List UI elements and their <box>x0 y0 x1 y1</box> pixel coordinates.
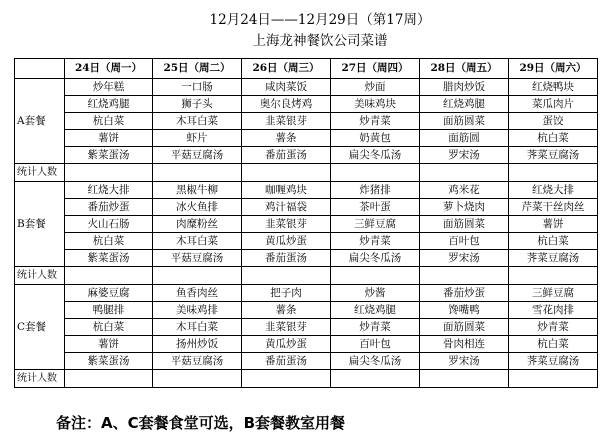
dish-cell-tue: 扬州炒饭 <box>153 336 242 353</box>
dish-cell-tue: 肉糜粉丝 <box>153 216 242 233</box>
dish-cell-mon: 薯饼 <box>65 336 153 353</box>
set-label-b: B套餐 <box>15 182 65 267</box>
dish-cell-sat: 蛋饺 <box>509 113 598 130</box>
dish-cell-tue: 平菇豆腐汤 <box>153 147 242 164</box>
header-row <box>15 59 598 79</box>
menu-row <box>15 199 598 216</box>
dish-cell-sat: 薯饼 <box>509 216 598 233</box>
dish-cell-tue: 木耳白菜 <box>153 233 242 250</box>
menu-body <box>15 79 598 388</box>
dish-cell-tue: 木耳白菜 <box>153 113 242 130</box>
menu-row <box>15 216 598 233</box>
header-day-thu: 27日（周四） <box>331 59 420 79</box>
dish-cell-mon: 杭白菜 <box>65 319 153 336</box>
dish-cell-thu: 炒酱 <box>331 285 420 302</box>
dish-cell-mon: 麻婆豆腐 <box>65 285 153 302</box>
dish-cell-wed: 韭菜银芽 <box>242 319 331 336</box>
header-day-tue: 25日（周二） <box>153 59 242 79</box>
dish-cell-fri: 鸡米花 <box>420 182 509 199</box>
header-day-fri: 28日（周五） <box>420 59 509 79</box>
stat-count-cell[interactable] <box>420 370 509 388</box>
stat-count-cell[interactable] <box>420 267 509 285</box>
menu-week-title: 12月24日——12月29日（第17周） <box>209 12 431 28</box>
dish-cell-fri: 骨肉相连 <box>420 336 509 353</box>
dish-cell-thu: 炒青菜 <box>331 113 420 130</box>
menu-row <box>15 96 598 113</box>
dish-cell-fri: 红烧鸡腿 <box>420 96 509 113</box>
dish-cell-thu: 扁尖冬瓜汤 <box>331 353 420 370</box>
dish-cell-tue: 美味鸡排 <box>153 302 242 319</box>
stat-count-cell[interactable] <box>153 164 242 182</box>
dish-cell-sat: 杭白菜 <box>509 233 598 250</box>
dish-cell-wed: 韭菜银芽 <box>242 216 331 233</box>
dish-cell-tue: 木耳白菜 <box>153 319 242 336</box>
dish-cell-thu: 炒面 <box>331 79 420 96</box>
menu-row <box>15 250 598 267</box>
dish-cell-wed: 黄瓜炒蛋 <box>242 336 331 353</box>
dish-cell-thu: 炒青菜 <box>331 319 420 336</box>
menu-row <box>15 147 598 164</box>
dish-cell-sat: 三鲜豆腐 <box>509 285 598 302</box>
dish-cell-mon: 炒年糕 <box>65 79 153 96</box>
stat-count-cell[interactable] <box>331 164 420 182</box>
menu-row <box>15 302 598 319</box>
stat-row <box>15 267 598 285</box>
dish-cell-fri: 百叶包 <box>420 233 509 250</box>
dish-cell-sat: 红烧鸭块 <box>509 79 598 96</box>
dish-cell-fri: 番茄炒蛋 <box>420 285 509 302</box>
dish-cell-sat: 荠菜豆腐汤 <box>509 250 598 267</box>
dish-cell-mon: 紫菜蛋汤 <box>65 147 153 164</box>
dish-cell-sat: 荠菜豆腐汤 <box>509 147 598 164</box>
set-label-c: C套餐 <box>15 285 65 370</box>
dish-cell-mon: 薯饼 <box>65 130 153 147</box>
header-day-wed: 26日（周三） <box>242 59 331 79</box>
dish-cell-wed: 咖喱鸡块 <box>242 182 331 199</box>
dish-cell-mon: 紫菜蛋汤 <box>65 250 153 267</box>
dish-cell-thu: 扁尖冬瓜汤 <box>331 147 420 164</box>
stat-count-cell[interactable] <box>509 370 598 388</box>
dish-cell-fri: 罗宋汤 <box>420 147 509 164</box>
dish-cell-tue: 狮子头 <box>153 96 242 113</box>
dish-cell-tue: 虾片 <box>153 130 242 147</box>
menu-row <box>15 285 598 302</box>
dish-cell-sat: 杭白菜 <box>509 130 598 147</box>
dish-cell-thu: 炸猪排 <box>331 182 420 199</box>
dish-cell-wed: 韭菜银芽 <box>242 113 331 130</box>
dish-cell-thu: 三鲜豆腐 <box>331 216 420 233</box>
dish-cell-sat: 炒青菜 <box>509 319 598 336</box>
dish-cell-wed: 番茄蛋汤 <box>242 353 331 370</box>
stat-count-cell[interactable] <box>331 370 420 388</box>
stat-count-cell[interactable] <box>242 267 331 285</box>
dish-cell-tue: 一口肠 <box>153 79 242 96</box>
dish-cell-sat: 雪花肉排 <box>509 302 598 319</box>
menu-row <box>15 353 598 370</box>
dish-cell-fri: 面筋圆 <box>420 130 509 147</box>
stat-row <box>15 370 598 388</box>
dish-cell-thu: 百叶包 <box>331 336 420 353</box>
dish-cell-sat: 杭白菜 <box>509 336 598 353</box>
menu-row <box>15 233 598 250</box>
menu-row <box>15 319 598 336</box>
stat-count-cell[interactable] <box>65 267 153 285</box>
dish-cell-wed: 薯条 <box>242 302 331 319</box>
dish-cell-fri: 面筋圆菜 <box>420 319 509 336</box>
stat-count-label: 统计人数 <box>15 267 65 285</box>
menu-row <box>15 182 598 199</box>
stat-count-cell[interactable] <box>420 164 509 182</box>
dish-cell-thu: 扁尖冬瓜汤 <box>331 250 420 267</box>
dish-cell-sat: 红烧大排 <box>509 182 598 199</box>
menu-table <box>14 58 598 388</box>
dish-cell-wed: 黄瓜炒蛋 <box>242 233 331 250</box>
dish-cell-fri: 罗宋汤 <box>420 250 509 267</box>
menu-row <box>15 113 598 130</box>
dish-cell-fri: 面筋圆菜 <box>420 113 509 130</box>
dish-cell-tue: 冰火鱼排 <box>153 199 242 216</box>
header-day-mon: 24日（周一） <box>65 59 153 79</box>
dish-cell-tue: 鱼香肉丝 <box>153 285 242 302</box>
dish-cell-sat: 芹菜干丝肉丝 <box>509 199 598 216</box>
dish-cell-thu: 美味鸡块 <box>331 96 420 113</box>
dish-cell-tue: 平菇豆腐汤 <box>153 250 242 267</box>
stat-count-cell[interactable] <box>65 164 153 182</box>
stat-count-cell[interactable] <box>331 267 420 285</box>
set-label-a: A套餐 <box>15 79 65 164</box>
dish-cell-wed: 咸肉菜饭 <box>242 79 331 96</box>
dish-cell-mon: 杭白菜 <box>65 113 153 130</box>
menu-row <box>15 130 598 147</box>
stat-count-cell[interactable] <box>509 267 598 285</box>
dish-cell-mon: 火山石肠 <box>65 216 153 233</box>
dish-cell-mon: 红烧鸡腿 <box>65 96 153 113</box>
dish-cell-thu: 奶黄包 <box>331 130 420 147</box>
dish-cell-mon: 鸭腿排 <box>65 302 153 319</box>
dish-cell-wed: 鸡汁福袋 <box>242 199 331 216</box>
header-day-sat: 29日（周六） <box>509 59 598 79</box>
header-corner <box>15 59 65 79</box>
dish-cell-tue: 平菇豆腐汤 <box>153 353 242 370</box>
dish-cell-sat: 荠菜豆腐汤 <box>509 353 598 370</box>
dish-cell-wed: 把子肉 <box>242 285 331 302</box>
dish-cell-wed: 奥尔良烤鸡 <box>242 96 331 113</box>
stat-count-cell[interactable] <box>153 370 242 388</box>
dish-cell-wed: 薯条 <box>242 130 331 147</box>
stat-count-cell[interactable] <box>509 164 598 182</box>
dish-cell-fri: 腊肉炒饭 <box>420 79 509 96</box>
dish-cell-tue: 黑椒牛柳 <box>153 182 242 199</box>
stat-count-label: 统计人数 <box>15 164 65 182</box>
dish-cell-wed: 番茄蛋汤 <box>242 147 331 164</box>
dish-cell-sat: 菜瓜肉片 <box>509 96 598 113</box>
dish-cell-mon: 红烧大排 <box>65 182 153 199</box>
dish-cell-thu: 红烧鸡腿 <box>331 302 420 319</box>
stat-count-cell[interactable] <box>242 164 331 182</box>
dish-cell-fri: 馋嘴鸭 <box>420 302 509 319</box>
dish-cell-fri: 萝卜烧肉 <box>420 199 509 216</box>
dish-cell-mon: 番茄炒蛋 <box>65 199 153 216</box>
menu-row <box>15 79 598 96</box>
menu-row <box>15 336 598 353</box>
dish-cell-thu: 茶叶蛋 <box>331 199 420 216</box>
dish-cell-fri: 面筋圆菜 <box>420 216 509 233</box>
stat-count-cell[interactable] <box>242 370 331 388</box>
company-menu-title: 上海龙神餐饮公司菜谱 <box>252 33 388 49</box>
dish-cell-fri: 罗宋汤 <box>420 353 509 370</box>
dish-cell-thu: 炒青菜 <box>331 233 420 250</box>
dish-cell-wed: 番茄蛋汤 <box>242 250 331 267</box>
stat-count-label: 统计人数 <box>15 370 65 388</box>
dish-cell-mon: 紫菜蛋汤 <box>65 353 153 370</box>
stat-count-cell[interactable] <box>153 267 242 285</box>
footnote: 备注：A、C套餐食堂可选，B套餐教室用餐 <box>56 414 346 432</box>
stat-row <box>15 164 598 182</box>
dish-cell-mon: 杭白菜 <box>65 233 153 250</box>
stat-count-cell[interactable] <box>65 370 153 388</box>
